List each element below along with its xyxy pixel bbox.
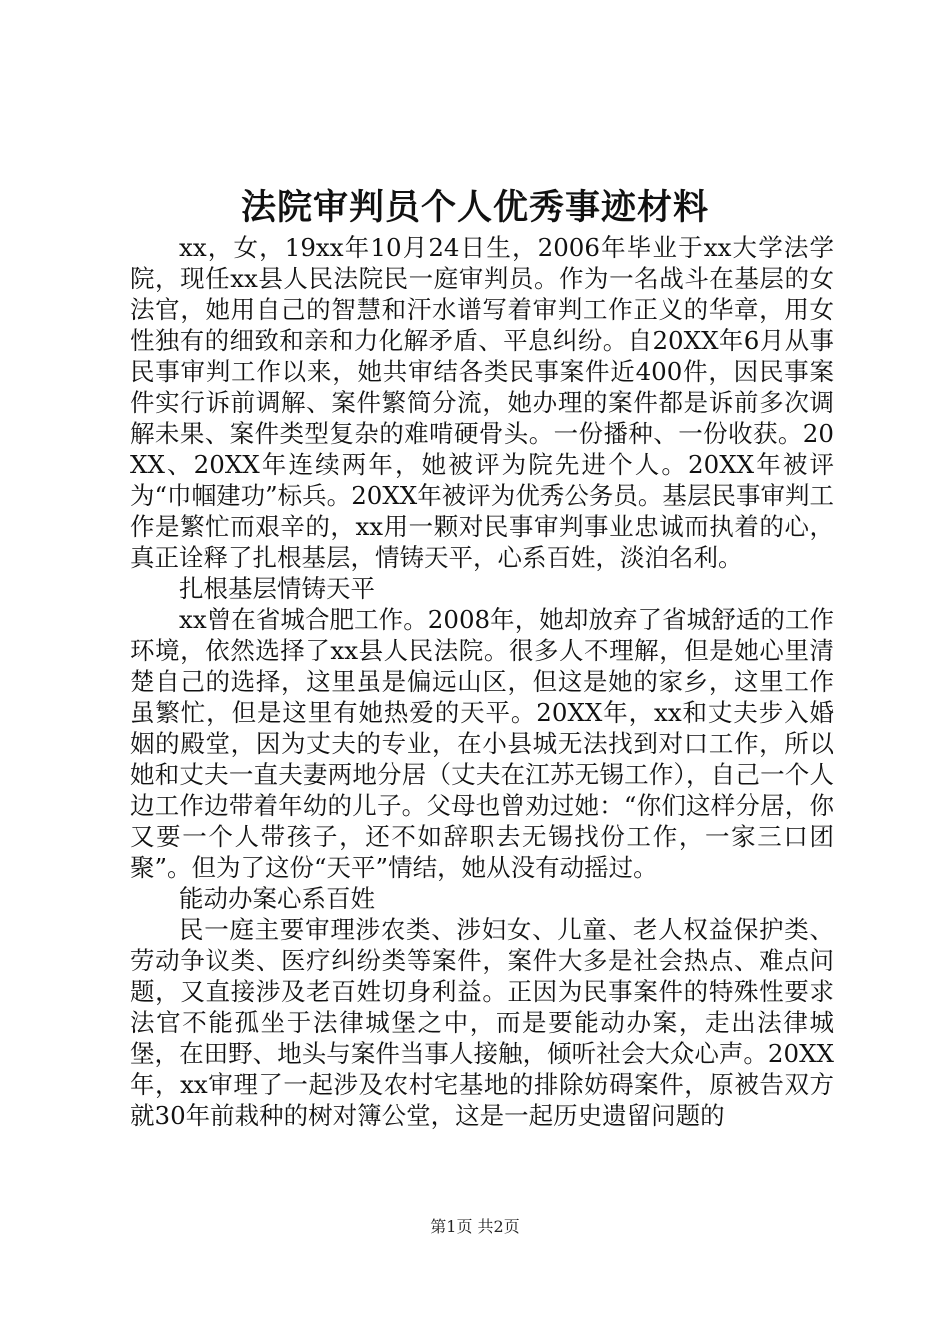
paragraph-rooted: xx曾在省城合肥工作。2008年，她却放弃了省城舒适的工作环境，依然选择了xx县人民法院。很多人不理解，但是她心里清楚自己的选择，这里虽是偏远山区，但这是她的家乡，这里工作虽繁忙，但是这里有她热爱的天平。20XX年，xx和丈夫步入婚姻的殿堂，因为丈夫的专业，在小县城无法找到对口工作，所以她和丈夫一直夫妻两地分居（丈夫在江苏无锡工作），自己一个人边工作边带着年幼的儿子。父母也曾劝过她：“你们这样分居，你又要一个人带孩子，还不如辞职去无锡找份工作，一家三口团聚”。但为了这份“天平”情结，她从没有动摇过。 <box>130 605 834 882</box>
paragraph-active: 民一庭主要审理涉农类、涉妇女、儿童、老人权益保护类、劳动争议类、医疗纠纷类等案件，案件大多是社会热点、难点问题，又直接涉及老百姓切身利益。正因为民事案件的特殊性要求法官不能孤坐于法律城堡之中，而是要能动办案，走出法律城堡，在田野、地头与案件当事人接触，倾听社会大众心声。20XX年，xx审理了一起涉及农村宅基地的排除妨碍案件，原被告双方就30年前栽种的树对簿公堂，这是一起历史遗留问题的 <box>130 915 834 1130</box>
section-heading-rooted: 扎根基层情铸天平 <box>179 574 375 603</box>
document-title: 法院审判员个人优秀事迹材料 <box>240 187 709 228</box>
section-heading-active: 能动办案心系百姓 <box>179 884 375 913</box>
document-body <box>130 232 834 1131</box>
paragraph-intro: xx，女，19xx年10月24日生，2006年毕业于xx大学法学院，现任xx县人民法院民一庭审判员。作为一名战斗在基层的女法官，她用自己的智慧和汗水谱写着审判工作正义的华章，用女性独有的细致和亲和力化解矛盾、平息纠纷。自20XX年6月从事民事审判工作以来，她共审结各类民事案件近400件，因民事案件实行诉前调解、案件繁简分流，她办理的案件都是诉前多次调解未果、案件类型复杂的难啃硬骨头。一份播种、一份收获。20XX、20XX年连续两年，她被评为院先进个人。20XX年被评为“巾帼建功”标兵。20XX年被评为优秀公务员。基层民事审判工作是繁忙而艰辛的，xx用一颗对民事审判事业忠诚而执着的心，真正诠释了扎根基层，情铸天平，心系百姓，淡泊名利。 <box>130 233 834 572</box>
page-footer: 第1页 共2页 <box>430 1217 520 1236</box>
